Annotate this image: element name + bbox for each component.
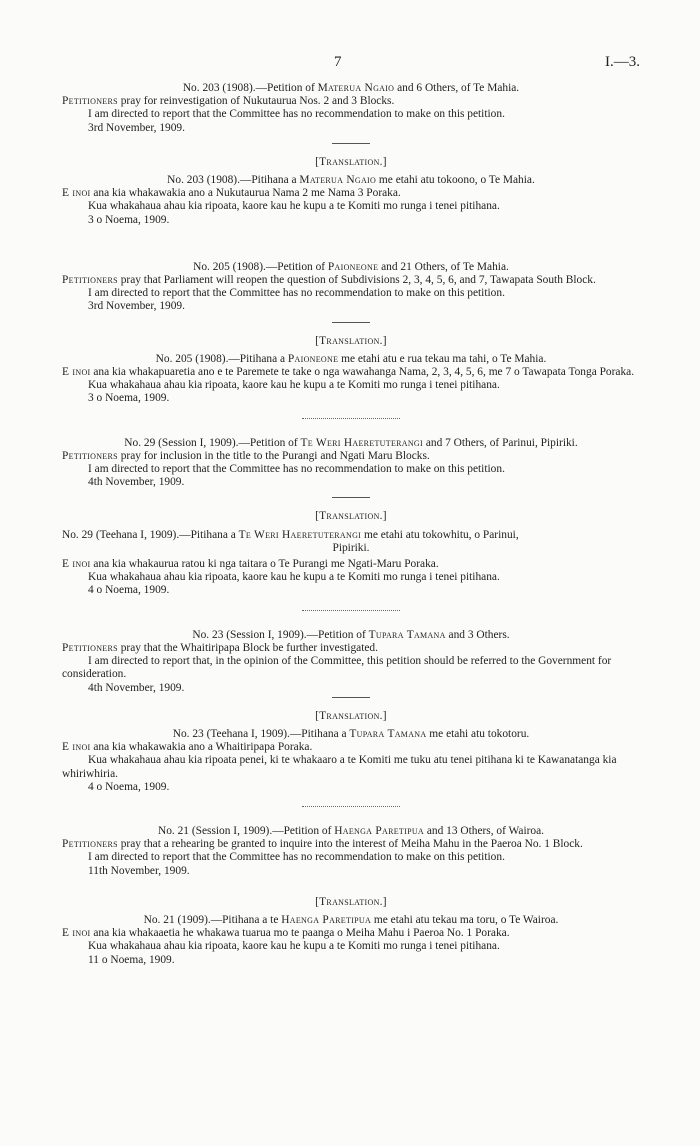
translation-prayer <box>62 366 640 379</box>
translation-petition-number: No. 21 (1909).—Pitihana a te <box>143 913 282 926</box>
petitioner-name: Tupara Tamana <box>368 628 446 641</box>
prayer-text: pray that the Whaitiripapa Block be further investigated. <box>117 641 378 654</box>
petition-prayer <box>62 642 640 655</box>
petition-heading-tail: and 6 Others, of Te Mahia. <box>394 82 520 94</box>
translation-heading <box>62 728 640 741</box>
prayer-lead: Petitioners <box>62 838 118 851</box>
translation-date: 11 o Noema, 1909. <box>88 953 175 966</box>
translation-heading-tail: me etahi atu e rua tekau ma tahi, o Te Mahia. <box>338 352 547 365</box>
prayer-text: pray for inclusion in the title to the Purangi and Ngati Maru Blocks. <box>117 449 430 462</box>
petition-section-21 <box>62 825 640 967</box>
translation-label: [Translation.] <box>315 895 387 908</box>
petition-number: No. 205 (1908).—Petition of <box>193 260 328 273</box>
translation-prayer <box>62 187 640 200</box>
petition-heading-tail: and 7 Others, of Parinui, Pipiriki. <box>422 436 578 449</box>
petition-section-203 <box>62 82 640 227</box>
translation-prayer-lead: E inoi <box>62 741 91 754</box>
translation-prayer-text: ana kia whakawakia ano a Whaitiripapa Poraka. <box>90 741 313 754</box>
translation-label: [Translation.] <box>315 709 387 722</box>
translation-date: 3 o Noema, 1909. <box>88 213 170 226</box>
section-divider <box>302 806 400 807</box>
report-date: 3rd November, 1909. <box>88 121 185 134</box>
translation-petition-number: No. 205 (1908).—Pitihana a <box>155 352 288 365</box>
translation-heading-tail: me etahi atu tokoono, o Te Mahia. <box>376 174 535 187</box>
translation-prayer <box>62 558 640 571</box>
translation-petitioner-name: Te Weri Haeretuterangi <box>238 528 362 541</box>
petition-heading-tail: and 21 Others, of Te Mahia. <box>378 260 509 273</box>
translation-prayer <box>62 927 640 940</box>
translation-date: 3 o Noema, 1909. <box>88 392 170 405</box>
petition-prayer <box>62 838 640 851</box>
petition-heading <box>62 261 640 274</box>
report-date: 3rd November, 1909. <box>88 300 185 313</box>
translation-heading <box>62 914 640 927</box>
page-number: 7 <box>334 54 342 70</box>
translation-petitioner-name: Tupara Tamana <box>349 727 427 740</box>
prayer-lead: Petitioners <box>62 274 118 287</box>
petition-heading-tail: and 3 Others. <box>445 628 510 641</box>
petition-number: No. 23 (Session I, 1909).—Petition of <box>192 628 369 641</box>
translation-heading-continuation: Pipiriki. <box>332 541 370 554</box>
prayer-text: pray that Parliament will reopen the question of Subdivisions 2, 3, 4, 5, 6, and 7, Tawapata South Block. <box>117 274 596 287</box>
petition-heading <box>62 82 640 95</box>
petition-number: No. 21 (Session I, 1909).—Petition of <box>157 824 335 837</box>
translation-petitioner-name: Haenga Paretipua <box>281 913 372 926</box>
committee-report: I am directed to report that, in the opinion of the Committee, this petition should be referred to the Government for consideration. <box>62 655 612 681</box>
section-divider <box>302 610 400 611</box>
translation-heading-tail: me etahi atu tekau ma toru, o Te Wairoa. <box>371 913 559 926</box>
prayer-text: pray for reinvestigation of Nukutaurua Nos. 2 and 3 Blocks. <box>117 95 395 108</box>
petition-heading <box>62 629 640 642</box>
petition-prayer <box>62 450 640 463</box>
petition-heading <box>62 825 640 838</box>
translation-petition-number: No. 203 (1908).—Pitihana a <box>167 174 300 187</box>
translation-prayer-text: ana kia whakawakia ano a Nukutaurua Nama 2 me Nama 3 Poraka. <box>90 187 401 200</box>
translation-heading-tail: me etahi atu tokowhitu, o Parinui, <box>361 528 519 541</box>
petition-section-205 <box>62 261 640 406</box>
translation-prayer-lead: E inoi <box>62 366 91 379</box>
translation-label: [Translation.] <box>315 334 387 347</box>
spacer <box>62 878 640 890</box>
translation-report: Kua whakahaua ahau kia ripoata, kaore kau he kupu a te Komiti mo runga i tenei pitihana. <box>88 200 500 213</box>
petitioner-name: Paioneone <box>327 260 379 273</box>
translation-prayer-lead: E inoi <box>62 927 91 940</box>
translation-date: 4 o Noema, 1909. <box>88 584 170 597</box>
translation-petitioner-name: Paioneone <box>287 352 339 365</box>
committee-report: I am directed to report that the Committee has no recommendation to make on this petition. <box>88 463 505 476</box>
translation-prayer-text: ana kia whakaurua ratou ki nga taitara o Te Purangi me Ngati-Maru Poraka. <box>90 558 439 571</box>
committee-report: I am directed to report that the Committee has no recommendation to make on this petition. <box>88 108 505 121</box>
petition-section-23 <box>62 629 640 794</box>
petition-section-29 <box>62 437 640 598</box>
translation-date: 4 o Noema, 1909. <box>88 780 170 793</box>
translation-heading-tail: me etahi atu tokotoru. <box>426 727 530 740</box>
report-date: 11th November, 1909. <box>88 864 190 877</box>
translation-petitioner-name: Materua Ngaio <box>299 174 377 187</box>
prayer-text: pray that a rehearing be granted to inquire into the interest of Meiha Mahu in the Paeroa No. 1 Block. <box>117 838 583 851</box>
short-divider <box>332 497 370 498</box>
translation-label: [Translation.] <box>315 510 387 523</box>
translation-report: Kua whakahaua ahau kia ripoata, kaore kau he kupu a te Komiti mo runga i tenei pitihana. <box>88 571 500 584</box>
petitioner-name: Materua Ngaio <box>317 82 395 94</box>
translation-report: Kua whakahaua ahau kia ripoata, kaore kau he kupu a te Komiti mo runga i tenei pitihana. <box>88 940 500 953</box>
short-divider <box>332 697 370 698</box>
prayer-lead: Petitioners <box>62 641 118 654</box>
petitioner-name: Haenga Paretipua <box>334 824 424 837</box>
short-divider <box>332 143 370 144</box>
document-page <box>62 44 640 967</box>
translation-prayer-lead: E inoi <box>62 187 91 200</box>
translation-heading <box>62 353 640 366</box>
petitioner-name: Te Weri Haeretuterangi <box>300 436 423 449</box>
committee-report: I am directed to report that the Committee has no recommendation to make on this petition. <box>88 851 505 864</box>
translation-prayer-text: ana kia whakaaetia he whakawa tuarua mo te paanga o Meiha Mahu i Paeroa No. 1 Poraka. <box>90 927 510 940</box>
report-date: 4th November, 1909. <box>88 681 185 694</box>
translation-report: Kua whakahaua ahau kia ripoata, kaore kau he kupu a te Komiti mo runga i tenei pitihana. <box>88 379 500 392</box>
translation-prayer <box>62 741 640 754</box>
translation-report: Kua whakahaua ahau kia ripoata penei, ki te whakaaro a te Komiti me tuku atu tenei pitihana ki te Kawanatanga kia whiriwhiria. <box>62 754 617 780</box>
translation-petition-number: No. 23 (Teehana I, 1909).—Pitihana a <box>172 727 350 740</box>
page-header <box>62 44 640 68</box>
translation-petition-number: No. 29 (Teehana I, 1909).—Pitihana a <box>62 528 239 541</box>
committee-report: I am directed to report that the Committee has no recommendation to make on this petition. <box>88 287 505 300</box>
prayer-lead: Petitioners <box>62 95 118 108</box>
section-divider <box>302 418 400 419</box>
translation-label: [Translation.] <box>315 155 387 168</box>
petition-prayer <box>62 274 640 287</box>
prayer-lead: Petitioners <box>62 449 118 462</box>
short-divider <box>332 322 370 323</box>
translation-heading <box>62 174 640 187</box>
report-date: 4th November, 1909. <box>88 476 185 489</box>
petition-number: No. 29 (Session I, 1909).—Petition of <box>124 436 301 449</box>
document-reference: I.—3. <box>605 54 640 70</box>
petition-number: No. 203 (1908).—Petition of <box>182 82 318 94</box>
translation-prayer-text: ana kia whakapuaretia ano e te Paremete te take o nga wawahanga Nama, 2, 3, 4, 5, 6, me 7 o Tawapata Tonga Poraka. <box>90 366 635 379</box>
translation-heading <box>62 529 640 542</box>
translation-prayer-lead: E inoi <box>62 558 91 571</box>
petition-heading <box>62 437 640 450</box>
petition-prayer <box>62 95 640 108</box>
petition-heading-tail: and 13 Others, of Wairoa. <box>423 824 545 837</box>
